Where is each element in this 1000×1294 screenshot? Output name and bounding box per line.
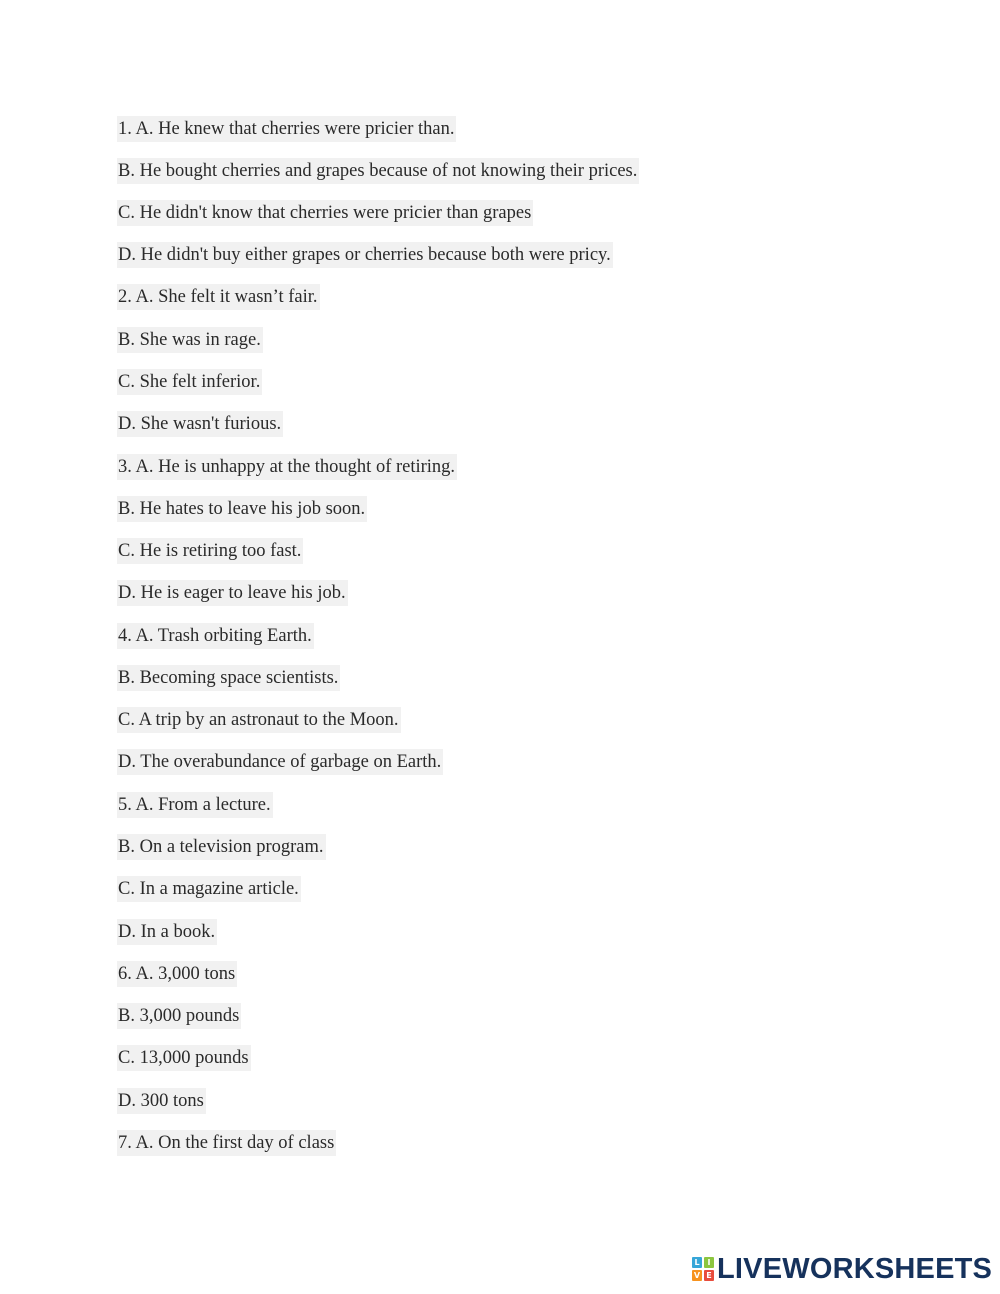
question-5-option-d[interactable]: D. In a book. [117, 919, 217, 945]
question-6-option-a[interactable]: 6. A. 3,000 tons [117, 961, 237, 987]
question-3-option-a[interactable]: 3. A. He is unhappy at the thought of retiring. [117, 454, 457, 480]
logo-letter-v: V [693, 1271, 701, 1280]
question-3-option-d[interactable]: D. He is eager to leave his job. [117, 580, 348, 606]
logo-letter-l: L [692, 1257, 702, 1268]
question-5-option-b[interactable]: B. On a television program. [117, 834, 326, 860]
logo-letter-e: E [704, 1270, 714, 1281]
question-1-option-c[interactable]: C. He didn't know that cherries were pricier than grapes [117, 200, 533, 226]
question-4-option-b[interactable]: B. Becoming space scientists. [117, 665, 340, 691]
question-3-option-b[interactable]: B. He hates to leave his job soon. [117, 496, 367, 522]
question-1-option-b[interactable]: B. He bought cherries and grapes because of not knowing their prices. [117, 158, 639, 184]
question-2-option-b[interactable]: B. She was in rage. [117, 327, 263, 353]
question-2-option-d[interactable]: D. She wasn't furious. [117, 411, 283, 437]
question-4-option-c[interactable]: C. A trip by an astronaut to the Moon. [117, 707, 401, 733]
question-6-option-d[interactable]: D. 300 tons [117, 1088, 206, 1114]
question-1-option-a[interactable]: 1. A. He knew that cherries were pricier than. [117, 116, 456, 142]
liveworksheets-logo-icon [692, 1257, 714, 1281]
question-6-option-b[interactable]: B. 3,000 pounds [117, 1003, 241, 1029]
liveworksheets-brand [692, 1254, 992, 1284]
logo-letter-i: I [704, 1257, 714, 1268]
question-5-option-a[interactable]: 5. A. From a lecture. [117, 792, 273, 818]
question-5-option-c[interactable]: C. In a magazine article. [117, 876, 301, 902]
brand-wordmark: LIVEWORKSHEETS [717, 1253, 993, 1285]
question-7-option-a[interactable]: 7. A. On the first day of class [117, 1130, 336, 1156]
question-6-option-c[interactable]: C. 13,000 pounds [117, 1045, 251, 1071]
question-4-option-d[interactable]: D. The overabundance of garbage on Earth. [117, 749, 443, 775]
question-3-option-c[interactable]: C. He is retiring too fast. [117, 538, 303, 564]
question-1-option-d[interactable]: D. He didn't buy either grapes or cherries because both were pricy. [117, 242, 613, 268]
question-2-option-c[interactable]: C. She felt inferior. [117, 369, 262, 395]
question-2-option-a[interactable]: 2. A. She felt it wasn’t fair. [117, 284, 320, 310]
question-4-option-a[interactable]: 4. A. Trash orbiting Earth. [117, 623, 314, 649]
